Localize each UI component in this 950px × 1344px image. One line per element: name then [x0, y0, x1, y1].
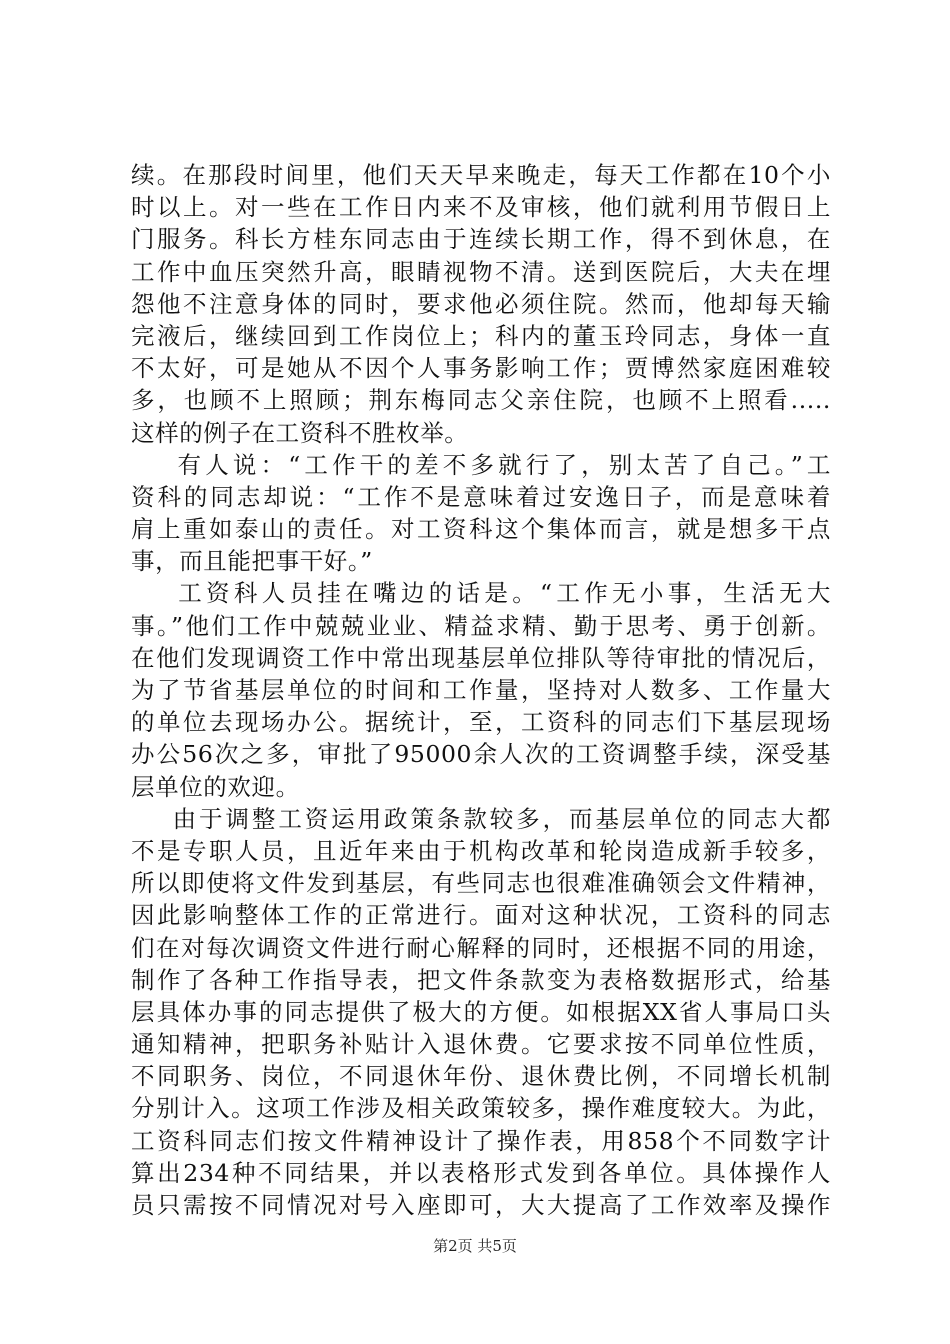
text-line: 因此影响整体工作的正常进行。面对这种状况，工资科的同志 — [131, 901, 831, 930]
text-line: 这样的例子在工资科不胜枚举。 — [131, 418, 469, 447]
text-line: 续。在那段时间里，他们天天早来晚走，每天工作都在10个小 — [131, 161, 831, 189]
text-line: 肩上重如泰山的责任。对工资科这个集体而言，就是想多干点 — [131, 515, 831, 544]
text-line: 怨他不注意身体的同时，要求他必须住院。然而，他却每天输 — [131, 289, 831, 318]
text-line: 算出234种不同结果，并以表格形式发到各单位。具体操作人 — [131, 1158, 831, 1187]
text-line: 不是专职人员，且近年来由于机构改革和轮岗造成新手较多， — [131, 836, 831, 865]
text-line: 员只需按不同情况对号入座即可，大大提高了工作效率及操作 — [131, 1191, 831, 1219]
text-line: 资科的同志却说：“工作不是意味着过安逸日子，而是意味着 — [131, 482, 831, 511]
text-line: 的单位去现场办公。据统计，至，工资科的同志们下基层现场 — [131, 708, 831, 737]
text-line: 工资科人员挂在嘴边的话是。“工作无小事，生活无大 — [131, 579, 831, 608]
text-line: 办公56次之多，审批了95000余人次的工资调整手续，深受基 — [131, 740, 831, 769]
text-line: 完液后，继续回到工作岗位上；科内的董玉玲同志，身体一直 — [131, 321, 831, 350]
text-line: 分别计入。这项工作涉及相关政策较多，操作难度较大。为此， — [131, 1094, 831, 1123]
text-line: 事。”他们工作中兢兢业业、精益求精、勤于思考、勇于创新。 — [131, 611, 831, 640]
text-line: 层单位的欢迎。 — [131, 772, 300, 801]
text-line: 们在对每次调资文件进行耐心解释的同时，还根据不同的用途， — [131, 933, 831, 962]
text-line: 在他们发现调资工作中常出现基层单位排队等待审批的情况后， — [131, 643, 831, 672]
document-body — [131, 159, 831, 1221]
text-line: 制作了各种工作指导表，把文件条款变为表格数据形式，给基 — [131, 965, 831, 994]
text-line: 通知精神，把职务补贴计入退休费。它要求按不同单位性质， — [131, 1030, 831, 1059]
text-line: 有人说：“工作干的差不多就行了，别太苦了自己。”工 — [131, 450, 831, 479]
text-line: 由于调整工资运用政策条款较多，而基层单位的同志大都 — [131, 804, 831, 833]
text-line: 事，而且能把事干好。” — [131, 547, 373, 576]
text-line: 不太好，可是她从不因个人事务影响工作；贾博然家庭困难较 — [131, 354, 831, 383]
text-line: 多，也顾不上照顾；荆东梅同志父亲住院，也顾不上照看..... — [131, 386, 831, 415]
text-line: 门服务。科长方桂东同志由于连续长期工作，得不到休息，在 — [131, 225, 831, 254]
page-footer: 第2页 共5页 — [433, 1237, 517, 1255]
text-line: 时以上。对一些在工作日内来不及审核，他们就利用节假日上 — [131, 193, 831, 222]
text-line: 工资科同志们按文件精神设计了操作表，用858个不同数字计 — [131, 1126, 831, 1155]
text-line: 工作中血压突然升高，眼睛视物不清。送到医院后，大夫在埋 — [131, 257, 831, 286]
text-line: 不同职务、岗位，不同退休年份、退休费比例，不同增长机制 — [131, 1062, 831, 1091]
text-line: 所以即使将文件发到基层，有些同志也很难准确领会文件精神， — [131, 869, 831, 898]
text-line: 为了节省基层单位的时间和工作量，坚持对人数多、工作量大 — [131, 676, 831, 704]
text-line: 层具体办事的同志提供了极大的方便。如根据XX省人事局口头 — [131, 997, 831, 1026]
